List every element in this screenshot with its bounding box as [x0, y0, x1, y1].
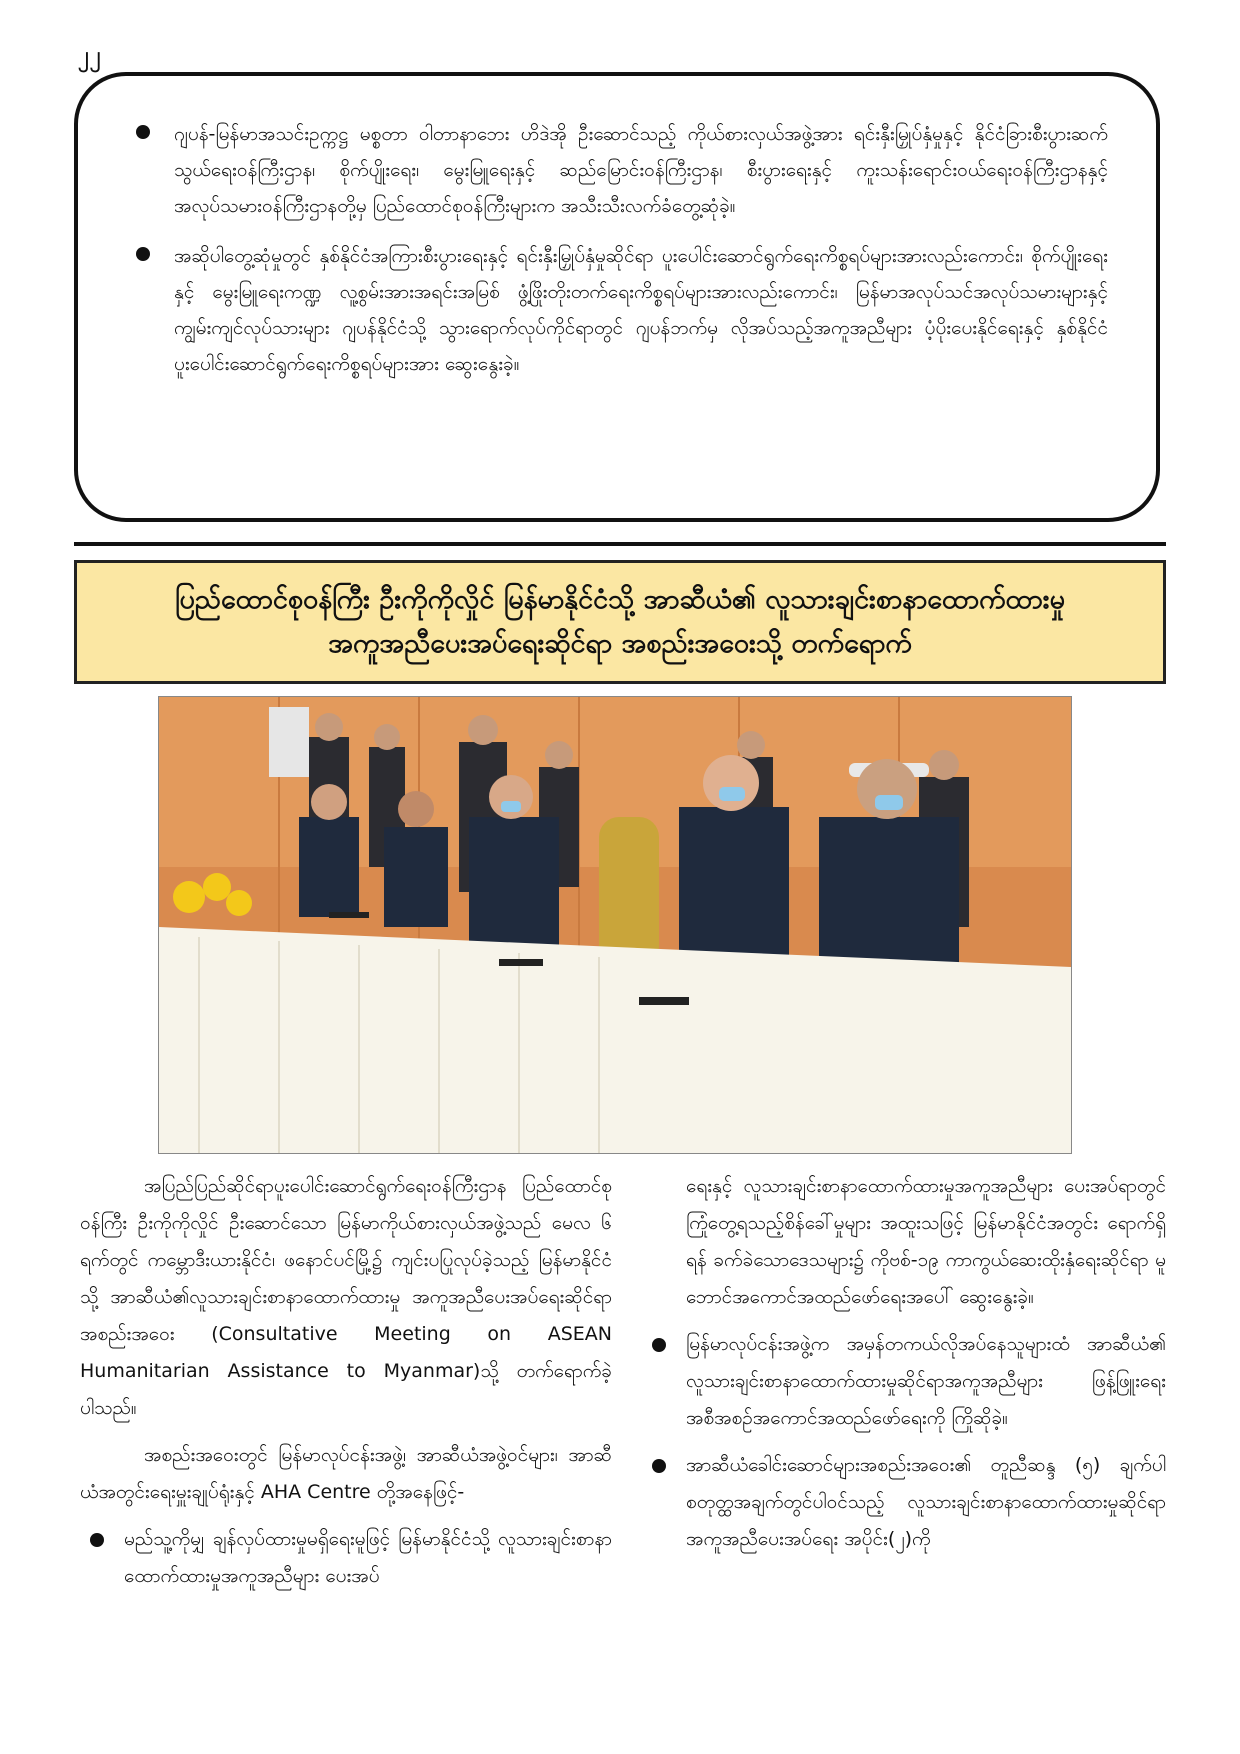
article-paragraph: အစည်းအဝေးတွင် မြန်မာလုပ်ငန်းအဖွဲ့၊ အာဆီယံအဖွဲ့ဝင်များ၊ အာဆီယံအတွင်းရေးမှူးချုပ်ရုံးနှင့် AHA Centre တို့အနေဖြင့်- — [80, 1444, 612, 1503]
article-paragraph: အပြည်ပြည်ဆိုင်ရာပူးပေါင်းဆောင်ရွက်ရေးဝန်ကြီးဌာန ပြည်ထောင်စုဝန်ကြီး ဦးကိုကိုလှိုင် ဦးဆောင်သော မြန်မာကိုယ်စားလှယ်အဖွဲ့သည် မေလ ၆ ရက်တွင် ကမ္ဘောဒီးယားနိုင်ငံ၊ ဖနောင်ပင်မြို့၌ ကျင်းပပြုလုပ်ခဲ့သည့် မြန်မာနိုင်ငံသို့ အာဆီယံ၏လူသားချင်းစာနာထောက်ထားမှု အကူအညီပေးအပ်ရေးဆိုင်ရာအစည်းအဝေး (Consultative Meeting on ASEAN Humanitarian Assistance to Myanmar)သို့ တက်ရောက်ခဲ့ပါသည်။ — [80, 1175, 612, 1419]
section-divider — [74, 542, 1166, 546]
headline-line-1: ပြည်ထောင်စုဝန်ကြီး ဦးကိုကိုလှိုင် မြန်မာနိုင်ငံသို့ အာဆီယံ၏ လူသားချင်းစာနာထောက်ထားမှု — [174, 584, 1066, 615]
bullet-icon — [136, 125, 150, 139]
bullet-icon — [90, 1533, 104, 1547]
page-number: ၂၂ — [78, 43, 102, 68]
article-bullet-text: အာဆီယံခေါင်းဆောင်များအစည်းအဝေး၏ တူညီဆန္ဒ (၅) ချက်ပါ စတုတ္ထအချက်တွင်ပါဝင်သည့် လူသားချင်းစာနာထောက်ထားမှုဆိုင်ရာအကူအညီပေးအပ်ရေး အပိုင်း(၂)ကို — [686, 1454, 1166, 1550]
article-bullet-text: မြန်မာလုပ်ငန်းအဖွဲ့က အမှန်တကယ်လိုအပ်နေသူများထံ အာဆီယံ၏ လူသားချင်းစာနာထောက်ထားမှုဆိုင်ရာအကူအညီများ ဖြန့်ဖြူးရေးအစီအစဉ်အကောင်အထည်ဖော်ရေးကို ကြိုဆိုခဲ့။ — [686, 1333, 1166, 1429]
article-bullet — [642, 1447, 1166, 1558]
article-bullet — [642, 1326, 1166, 1437]
summary-bullet-text: ဂျပန်-မြန်မာအသင်းဥက္ကဋ္ဌ မစ္စတာ ဝါတာနာဘေး ဟိဒဲအို ဦးဆောင်သည့် ကိုယ်စားလှယ်အဖွဲ့အား ရင်းနှီးမြှုပ်နှံမှုနှင့် နိုင်ငံခြားစီးပွားဆက်သွယ်ရေးဝန်ကြီးဌာန၊ စိုက်ပျိုးရေး၊ မွေးမြူရေးနှင့် ဆည်မြောင်းဝန်ကြီးဌာန၊ စီးပွားရေးနှင့် ကူးသန်းရောင်းဝယ်ရေးဝန်ကြီးဌာနနှင့် အလုပ်သမားဝန်ကြီးဌာနတို့မှ ပြည်ထောင်စုဝန်ကြီးများက အသီးသီးလက်ခံတွေ့ဆုံခဲ့။ — [174, 123, 1108, 217]
summary-bullet — [130, 116, 1108, 224]
summary-bullet-text: အဆိုပါတွေ့ဆုံမှုတွင် နှစ်နိုင်ငံအကြားစီးပွားရေးနှင့် ရင်းနှီးမြှုပ်နှံမှုဆိုင်ရာ ပူးပေါင်းဆောင်ရွက်ရေးကိစ္စရပ်များအားလည်းကောင်း၊ စိုက်ပျိုးရေးနှင့် မွေးမြူရေးကဏ္ဍ လူ့စွမ်းအားအရင်းအမြစ် ဖွံ့ဖြိုးတိုးတက်ရေးကိစ္စရပ်များအားလည်းကောင်း၊ မြန်မာအလုပ်သင်အလုပ်သမားများနှင့် ကျွမ်းကျင်လုပ်သားများ ဂျပန်နိုင်ငံသို့ သွားရောက်လုပ်ကိုင်ရာတွင် ဂျပန်ဘက်မှ လိုအပ်သည့်အကူအညီများ ပံ့ပိုးပေးနိုင်ရေးနှင့် နှစ်နိုင်ငံ ပူးပေါင်းဆောင်ရွက်ရေးကိစ္စရပ်များအား ဆွေးနွေးခဲ့။ — [174, 245, 1108, 375]
article-bullet-continuation: ရေးနှင့် လူသားချင်းစာနာထောက်ထားမှုအကူအညီများ ပေးအပ်ရာတွင် ကြုံတွေ့ရသည့်စိန်ခေါ်မှုများ အထူးသဖြင့် မြန်မာနိုင်ငံအတွင်း ရောက်ရှိရန် ခက်ခဲသောဒေသများ၌ ကိုဗစ်-၁၉ ကာကွယ်ဆေးထိုးနှံရေးဆိုင်ရာ မူဘောင်အကောင်အထည်ဖော်ရေးအပေါ် ဆွေးနွေးခဲ့။ — [686, 1175, 1166, 1308]
article-right-column — [642, 1168, 1166, 1568]
headline-line-2: အကူအညီပေးအပ်ရေးဆိုင်ရာ အစည်းအဝေးသို့ တက်ရောက် — [328, 628, 912, 659]
headline — [74, 560, 1166, 684]
bullet-icon — [136, 247, 150, 261]
article-bullet-text: မည်သူ့ကိုမျှ ချန်လှပ်ထားမှုမရှိရေးမူဖြင့် မြန်မာနိုင်ငံသို့ လူသားချင်းစာနာထောက်ထားမှုအကူအညီများ ပေးအပ် — [124, 1528, 612, 1587]
bullet-icon — [652, 1338, 666, 1352]
article-left-column — [80, 1168, 612, 1605]
summary-box — [74, 72, 1160, 522]
summary-bullet — [130, 238, 1108, 382]
bullet-icon — [652, 1459, 666, 1473]
meeting-photo — [158, 696, 1072, 1154]
article-bullet — [80, 1521, 612, 1595]
